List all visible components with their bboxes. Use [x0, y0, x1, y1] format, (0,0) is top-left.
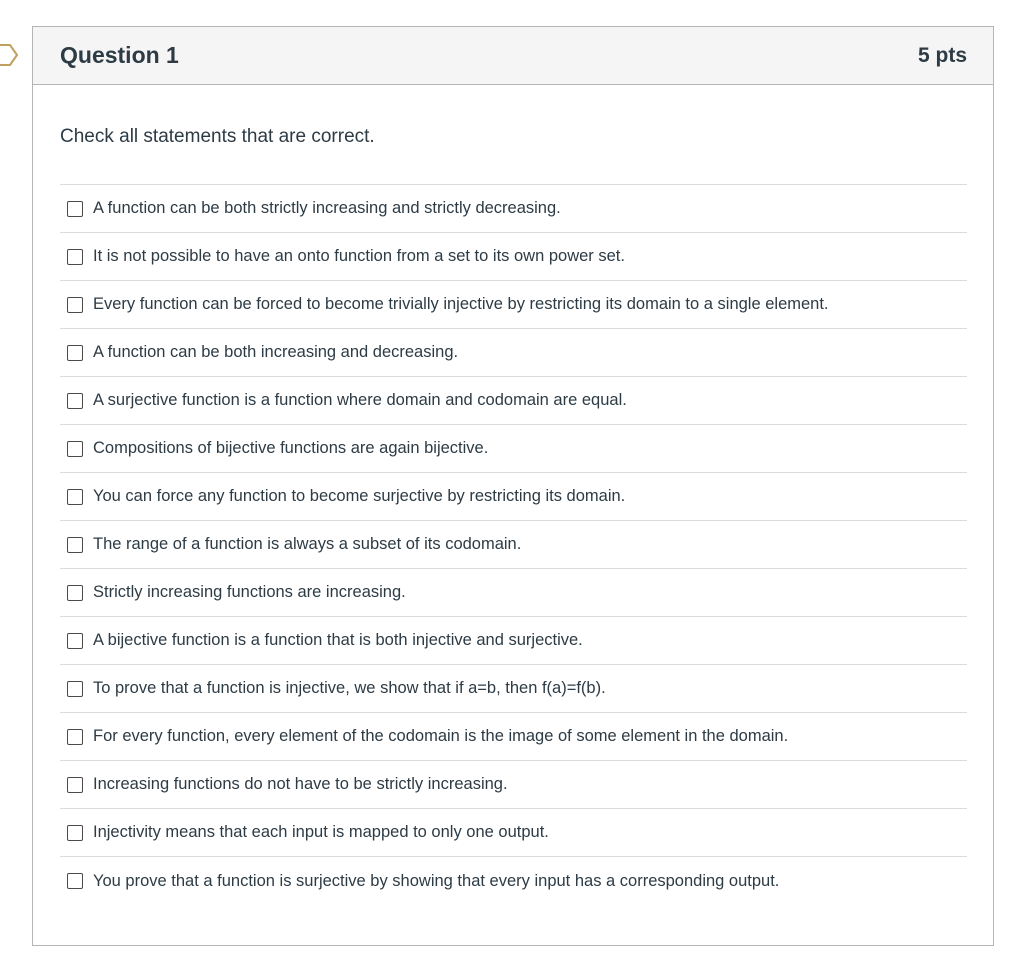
answer-label: A function can be both increasing and decreasing.	[93, 343, 459, 361]
answer-label: A bijective function is a function that is both injective and surjective.	[93, 631, 583, 649]
question-points: 5 pts	[917, 43, 967, 67]
answer-option[interactable]	[60, 857, 967, 905]
answer-checkbox[interactable]	[67, 393, 83, 409]
answer-checkbox[interactable]	[67, 201, 83, 217]
answer-label: A surjective function is a function where domain and codomain are equal.	[93, 391, 627, 409]
answer-option[interactable]	[60, 809, 967, 857]
answer-option[interactable]	[60, 521, 967, 569]
answer-checkbox[interactable]	[67, 825, 83, 841]
question-text: Check all statements that are correct.	[60, 126, 375, 147]
question-header	[33, 27, 993, 85]
answer-option[interactable]	[60, 233, 967, 281]
answer-checkbox[interactable]	[67, 777, 83, 793]
question-body	[33, 126, 993, 905]
answer-option[interactable]	[60, 185, 967, 233]
answer-label: A function can be both strictly increasing and strictly decreasing.	[93, 199, 561, 217]
answer-option[interactable]	[60, 713, 967, 761]
answer-checkbox[interactable]	[67, 345, 83, 361]
answer-option[interactable]	[60, 425, 967, 473]
question-card	[32, 26, 994, 946]
answer-checkbox[interactable]	[67, 489, 83, 505]
answer-list	[60, 184, 967, 905]
answer-label: Increasing functions do not have to be strictly increasing.	[93, 775, 508, 793]
answer-option[interactable]	[60, 377, 967, 425]
answer-option[interactable]	[60, 473, 967, 521]
answer-label: Every function can be forced to become trivially injective by restricting its domain to a single element.	[93, 295, 829, 313]
answer-checkbox[interactable]	[67, 297, 83, 313]
flag-question-icon[interactable]	[0, 44, 18, 66]
answer-label: It is not possible to have an onto function from a set to its own power set.	[93, 247, 625, 265]
answer-label: Compositions of bijective functions are again bijective.	[93, 439, 489, 457]
answer-checkbox[interactable]	[67, 537, 83, 553]
answer-label: You prove that a function is surjective by showing that every input has a corresponding output.	[93, 871, 780, 890]
answer-option[interactable]	[60, 665, 967, 713]
answer-label: Strictly increasing functions are increasing.	[93, 583, 406, 601]
question-title: Question 1	[60, 42, 179, 68]
answer-label: You can force any function to become surjective by restricting its domain.	[93, 487, 626, 505]
answer-label: Injectivity means that each input is mapped to only one output.	[93, 823, 549, 841]
answer-option[interactable]	[60, 569, 967, 617]
answer-checkbox[interactable]	[67, 441, 83, 457]
answer-option[interactable]	[60, 617, 967, 665]
answer-checkbox[interactable]	[67, 681, 83, 697]
answer-label: For every function, every element of the codomain is the image of some element in the domain.	[93, 727, 789, 745]
answer-option[interactable]	[60, 761, 967, 809]
answer-checkbox[interactable]	[67, 633, 83, 649]
answer-label: To prove that a function is injective, we show that if a=b, then f(a)=f(b).	[93, 679, 606, 697]
answer-checkbox[interactable]	[67, 249, 83, 265]
answer-option[interactable]	[60, 329, 967, 377]
answer-checkbox[interactable]	[67, 729, 83, 745]
answer-label: The range of a function is always a subset of its codomain.	[93, 535, 522, 553]
answer-option[interactable]	[60, 281, 967, 329]
answer-checkbox[interactable]	[67, 585, 83, 601]
answer-checkbox[interactable]	[67, 873, 83, 889]
